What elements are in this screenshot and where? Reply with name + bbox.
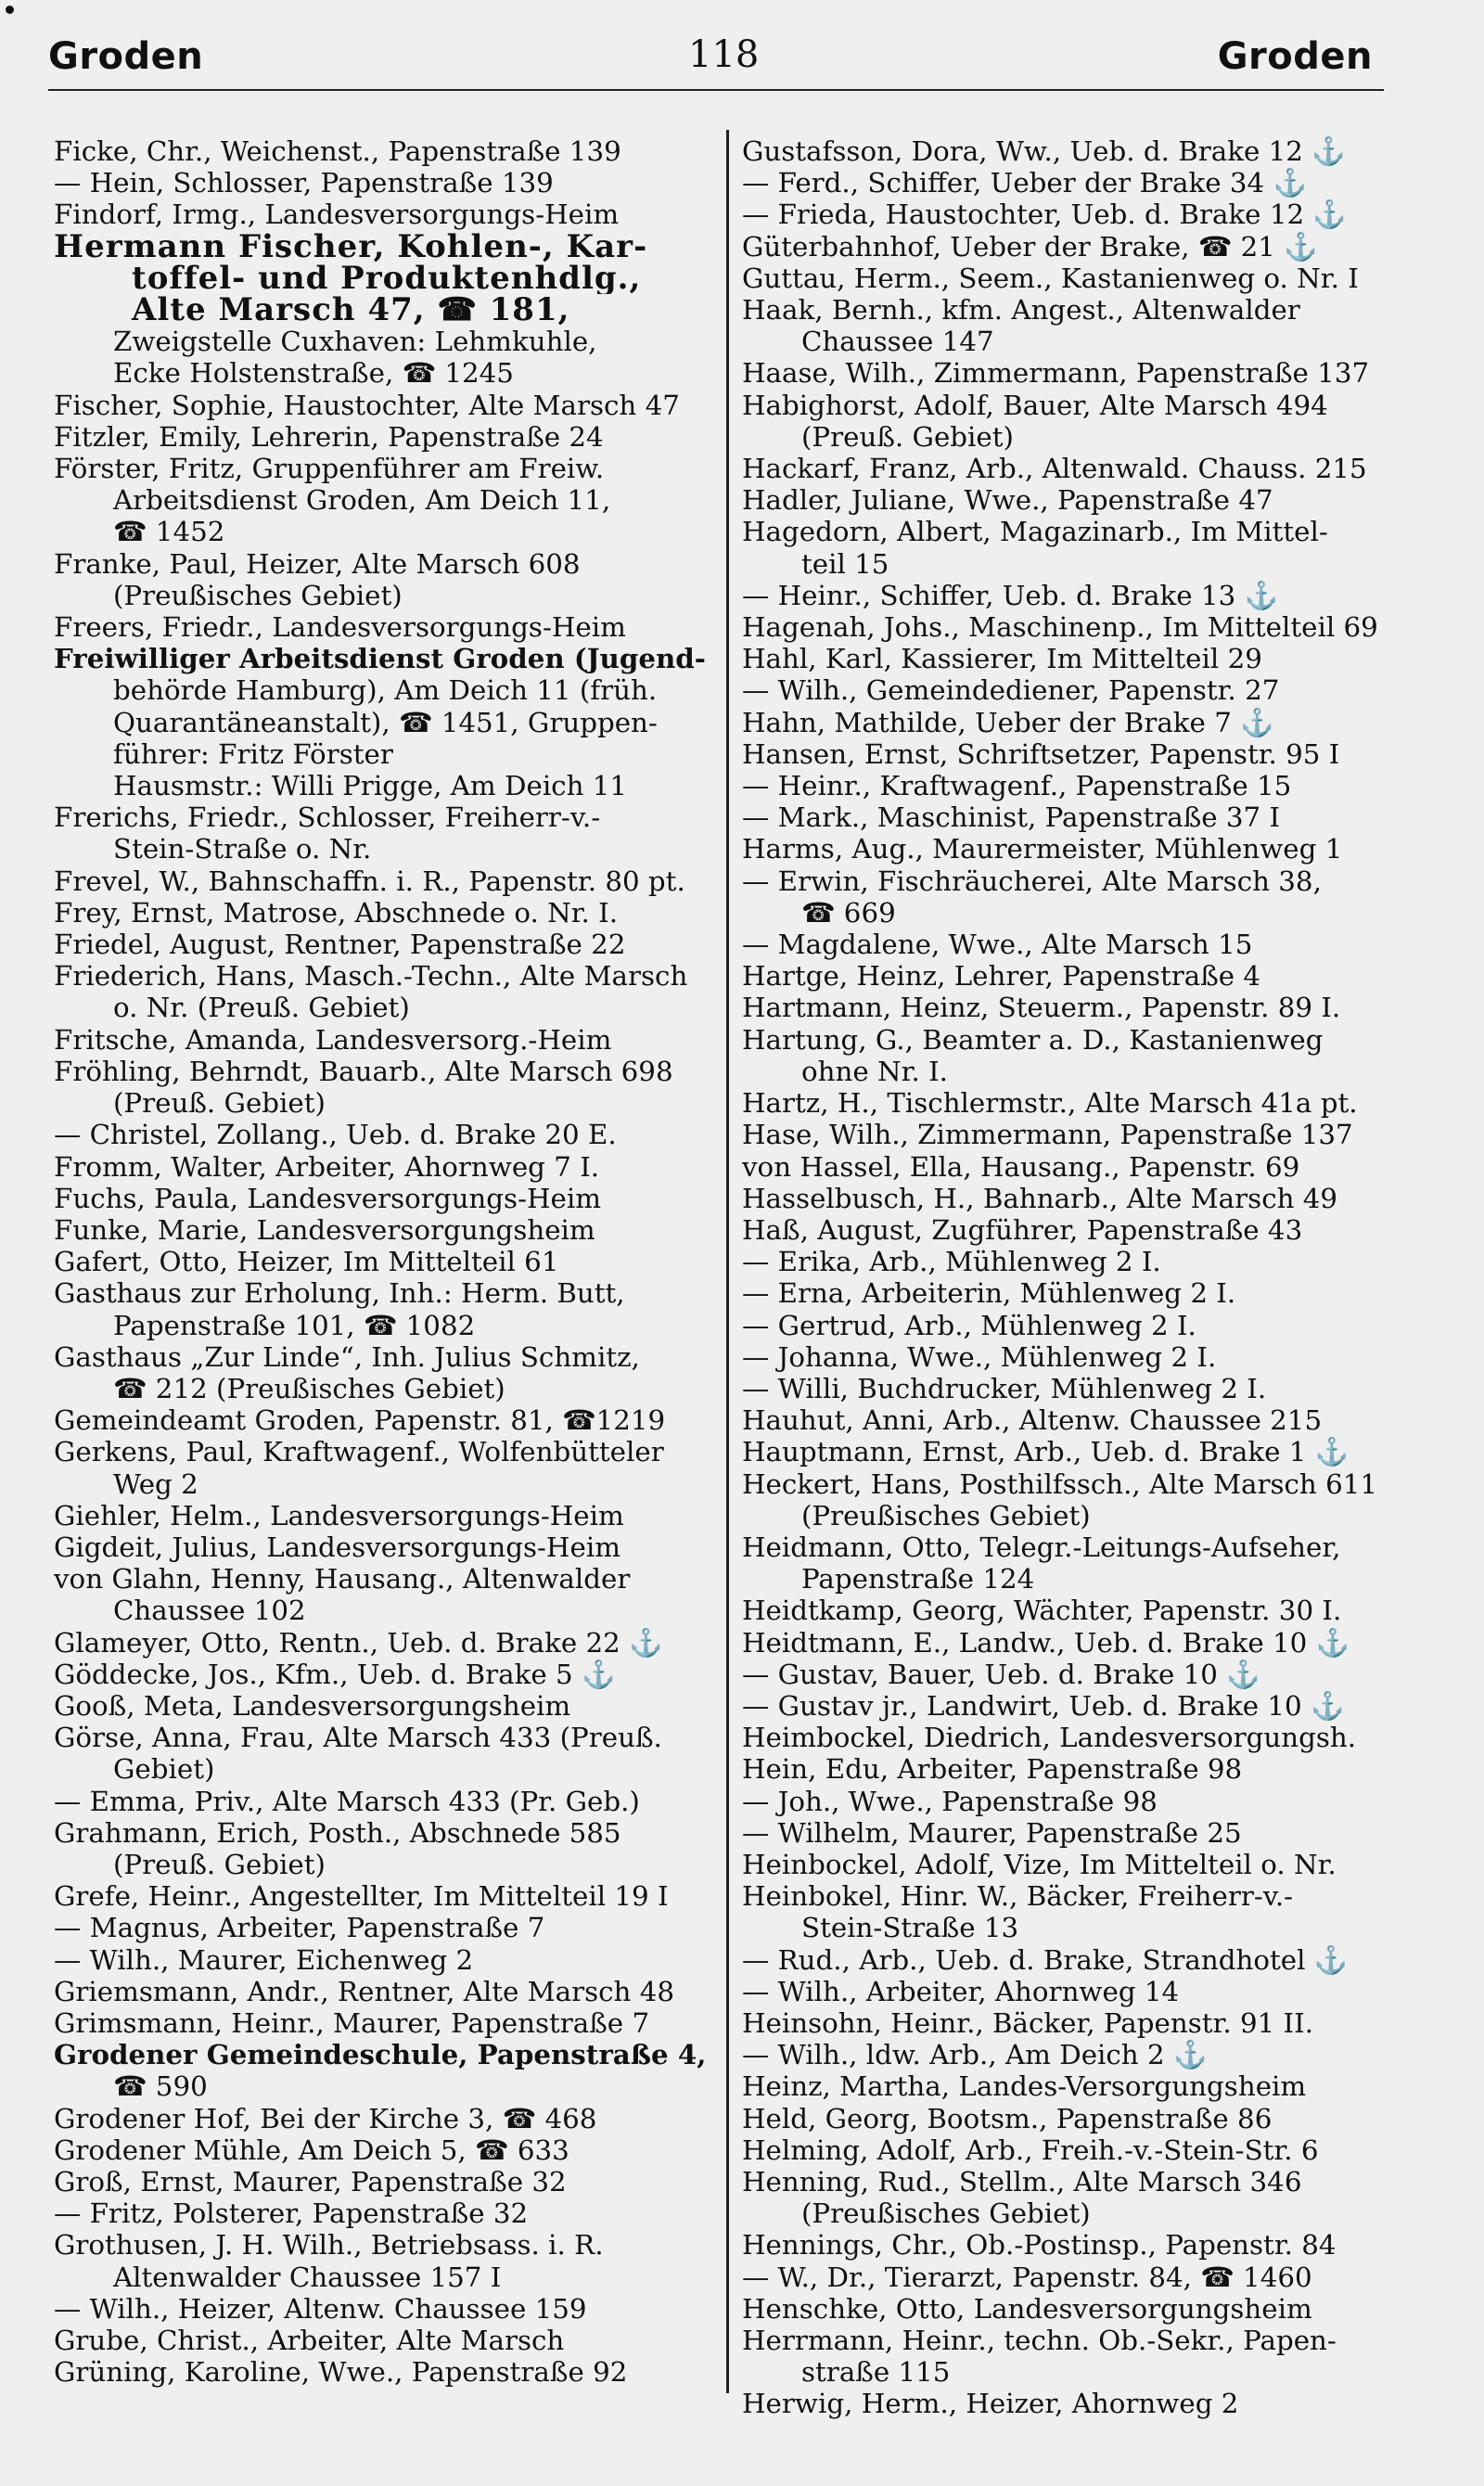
directory-entry: Fromm, Walter, Arbeiter, Ahornweg 7 I. <box>54 1150 600 1183</box>
directory-entry: Herwig, Herm., Heizer, Ahornweg 2 <box>742 2388 1239 2420</box>
directory-entry: Gafert, Otto, Heizer, Im Mittelteil 61 <box>54 1246 559 1278</box>
directory-entry: Freiwilliger Arbeitsdienst Groden (Jugend- <box>54 643 706 675</box>
directory-entry: — Gustav, Bauer, Ueb. d. Brake 10 ⚓ <box>742 1658 1260 1690</box>
directory-entry: Henschke, Otto, Landesversorgungsheim <box>742 2292 1312 2325</box>
directory-entry: Heinsohn, Heinr., Bäcker, Papenstr. 91 II. <box>742 2006 1314 2039</box>
directory-entry: (Preuß. Gebiet) <box>113 1848 326 1880</box>
directory-entry: Gustafsson, Dora, Ww., Ueb. d. Brake 12 ⚓ <box>742 135 1346 167</box>
directory-entry: Franke, Paul, Heizer, Alte Marsch 608 <box>54 547 581 580</box>
directory-entry: Heidtkamp, Georg, Wächter, Papenstr. 30 I. <box>742 1595 1342 1627</box>
directory-entry: Fischer, Sophie, Haustochter, Alte Marsch 47 <box>54 389 680 421</box>
directory-entry: Ecke Holstenstraße, ☎ 1245 <box>113 357 514 390</box>
header-left-title: Groden <box>48 35 204 78</box>
directory-entry: behörde Hamburg), Am Deich 11 (früh. <box>113 674 658 707</box>
directory-entry: Göddecke, Jos., Kfm., Ueb. d. Brake 5 ⚓ <box>54 1658 616 1690</box>
directory-entry: Funke, Marie, Landesversorgungsheim <box>54 1213 595 1246</box>
directory-entry: Harms, Aug., Maurermeister, Mühlenweg 1 <box>742 833 1343 865</box>
directory-entry: — Joh., Wwe., Papenstraße 98 <box>742 1785 1158 1817</box>
directory-entry: Glameyer, Otto, Rentn., Ueb. d. Brake 22 ⚓ <box>54 1626 663 1659</box>
directory-entry: — Johanna, Wwe., Mühlenweg 2 I. <box>742 1340 1217 1373</box>
directory-entry: Heinz, Martha, Landes-Versorgungsheim <box>742 2070 1307 2103</box>
directory-entry: — Wilh., Maurer, Eichenweg 2 <box>54 1943 474 1976</box>
left-column <box>54 135 723 2388</box>
directory-entry: — Ferd., Schiffer, Ueber der Brake 34 ⚓ <box>742 167 1307 199</box>
directory-entry: — Magdalene, Wwe., Alte Marsch 15 <box>742 929 1253 961</box>
header-rule <box>48 89 1384 91</box>
directory-entry: Friederich, Hans, Masch.-Techn., Alte Marsch <box>54 960 688 993</box>
directory-entry: — Fritz, Polsterer, Papenstraße 32 <box>54 2198 529 2230</box>
directory-entry: Hahl, Karl, Kassierer, Im Mittelteil 29 <box>742 643 1262 675</box>
directory-entry: Hartmann, Heinz, Steuerm., Papenstr. 89 I. <box>742 992 1341 1024</box>
directory-entry: — Emma, Priv., Alte Marsch 433 (Pr. Geb.) <box>54 1785 640 1817</box>
directory-entry: Chaussee 147 <box>801 326 994 358</box>
directory-entry: Haß, August, Zugführer, Papenstraße 43 <box>742 1213 1303 1246</box>
directory-entry: Hackarf, Franz, Arb., Altenwald. Chauss. 215 <box>742 453 1367 485</box>
directory-entry: Gemeindeamt Groden, Papenstr. 81, ☎1219 <box>54 1404 666 1437</box>
directory-entry: Altenwalder Chaussee 157 I <box>113 2261 502 2293</box>
directory-entry: — Hein, Schlosser, Papenstraße 139 <box>54 167 554 199</box>
directory-entry: ☎ 1452 <box>113 516 225 548</box>
directory-entry: Grube, Christ., Arbeiter, Alte Marsch <box>54 2325 565 2357</box>
directory-entry: — Erika, Arb., Mühlenweg 2 I. <box>742 1246 1161 1278</box>
directory-entry: Grothusen, J. H. Wilh., Betriebsass. i. R. <box>54 2229 604 2262</box>
directory-entry: o. Nr. (Preuß. Gebiet) <box>113 992 410 1024</box>
directory-entry: — Magnus, Arbeiter, Papenstraße 7 <box>54 1912 545 1944</box>
directory-entry: Freers, Friedr., Landesversorgungs-Heim <box>54 611 626 644</box>
directory-entry: (Preuß. Gebiet) <box>113 1087 326 1120</box>
directory-entry: — Wilh., Gemeindediener, Papenstr. 27 <box>742 674 1280 707</box>
directory-entry: von Glahn, Henny, Hausang., Altenwalder <box>54 1563 631 1595</box>
directory-entry: — Erna, Arbeiterin, Mühlenweg 2 I. <box>742 1277 1236 1310</box>
directory-entry: — Mark., Maschinist, Papenstraße 37 I <box>742 801 1281 834</box>
directory-entry: Stein-Straße 13 <box>801 1912 1019 1944</box>
right-column <box>742 135 1428 2420</box>
directory-entry: Hartz, H., Tischlermstr., Alte Marsch 41a pt. <box>742 1087 1358 1120</box>
directory-entry: Held, Georg, Bootsm., Papenstraße 86 <box>742 2102 1273 2134</box>
directory-entry: (Preußisches Gebiet) <box>113 579 403 611</box>
directory-entry: — Heinr., Kraftwagenf., Papenstraße 15 <box>742 770 1292 802</box>
directory-entry: — Rud., Arb., Ueb. d. Brake, Strandhotel ⚓ <box>742 1943 1349 1976</box>
directory-entry: Habighorst, Adolf, Bauer, Alte Marsch 494 <box>742 389 1328 421</box>
directory-entry: Papenstraße 124 <box>801 1563 1035 1595</box>
directory-entry: Griemsmann, Andr., Rentner, Alte Marsch 48 <box>54 1975 675 2007</box>
directory-entry: (Preußisches Gebiet) <box>801 1499 1091 1531</box>
directory-entry: Hauptmann, Ernst, Arb., Ueb. d. Brake 1 ⚓ <box>742 1436 1350 1468</box>
directory-entry: Frerichs, Friedr., Schlosser, Freiherr-v.- <box>54 801 601 834</box>
directory-entry: führer: Fritz Förster <box>113 737 393 770</box>
directory-entry: — Wilh., Heizer, Altenw. Chaussee 159 <box>54 2292 587 2325</box>
directory-entry: Heidmann, Otto, Telegr.-Leitungs-Aufseher, <box>742 1531 1341 1563</box>
column-divider <box>726 130 729 2393</box>
directory-entry: Hausmstr.: Willi Prigge, Am Deich 11 <box>113 770 628 802</box>
directory-entry: — Frieda, Haustochter, Ueb. d. Brake 12 ⚓ <box>742 199 1347 231</box>
directory-entry: Gasthaus zur Erholung, Inh.: Herm. Butt, <box>54 1277 625 1310</box>
directory-entry: Fitzler, Emily, Lehrerin, Papenstraße 24 <box>54 420 604 453</box>
directory-entry: Fröhling, Behrndt, Bauarb., Alte Marsch 698 <box>54 1055 673 1087</box>
directory-entry: Quarantäneanstalt), ☎ 1451, Gruppen- <box>113 706 658 738</box>
directory-entry: — Wilh., ldw. Arb., Am Deich 2 ⚓ <box>742 2039 1208 2071</box>
page-number: 118 <box>688 33 760 76</box>
directory-entry: Haak, Bernh., kfm. Angest., Altenwalder <box>742 294 1300 327</box>
directory-entry: Grefe, Heinr., Angestellter, Im Mittelteil 19 I <box>54 1880 669 1913</box>
directory-entry: Heidtmann, E., Landw., Ueb. d. Brake 10 ⚓ <box>742 1626 1350 1659</box>
directory-entry: teil 15 <box>801 547 889 580</box>
directory-entry: Hermann Fischer, Kohlen-, Kar- <box>54 230 648 263</box>
directory-entry: Herrmann, Heinr., techn. Ob.-Sekr., Papen- <box>742 2325 1337 2357</box>
directory-entry: Fuchs, Paula, Landesversorgungs-Heim <box>54 1182 602 1214</box>
directory-entry: — Gertrud, Arb., Mühlenweg 2 I. <box>742 1309 1196 1341</box>
directory-entry: toffel- und Produktenhdlg., <box>132 262 642 295</box>
directory-entry: Papenstraße 101, ☎ 1082 <box>113 1309 476 1341</box>
directory-entry: Grimsmann, Heinr., Maurer, Papenstraße 7 <box>54 2006 650 2039</box>
directory-entry: — W., Dr., Tierarzt, Papenstr. 84, ☎ 1460 <box>742 2261 1312 2293</box>
directory-entry: Frey, Ernst, Matrose, Abschnede o. Nr. I. <box>54 896 619 929</box>
directory-entry: Henning, Rud., Stellm., Alte Marsch 346 <box>742 2166 1302 2198</box>
directory-entry: Frevel, W., Bahnschaffn. i. R., Papenstr. 80 pt. <box>54 865 685 897</box>
directory-entry: Heinbokel, Hinr. W., Bäcker, Freiherr-v.- <box>742 1880 1294 1913</box>
directory-entry: Gebiet) <box>113 1753 215 1786</box>
directory-entry: Grüning, Karoline, Wwe., Papenstraße 92 <box>54 2356 628 2389</box>
directory-entry: Heimbockel, Diedrich, Landesversorgungsh. <box>742 1722 1357 1754</box>
directory-entry: Fritsche, Amanda, Landesversorg.-Heim <box>54 1023 612 1056</box>
directory-entry: Güterbahnhof, Ueber der Brake, ☎ 21 ⚓ <box>742 230 1318 263</box>
directory-entry: Helming, Adolf, Arb., Freih.-v.-Stein-Str. 6 <box>742 2134 1319 2166</box>
directory-entry: — Wilhelm, Maurer, Papenstraße 25 <box>742 1816 1242 1849</box>
directory-entry: Zweigstelle Cuxhaven: Lehmkuhle, <box>113 326 597 358</box>
directory-entry: Grahmann, Erich, Posth., Abschnede 585 <box>54 1816 621 1849</box>
directory-entry: Hartung, G., Beamter a. D., Kastanienweg <box>742 1023 1324 1056</box>
directory-entry: — Willi, Buchdrucker, Mühlenweg 2 I. <box>742 1372 1267 1404</box>
ink-dot <box>6 6 14 14</box>
directory-entry: Giehler, Helm., Landesversorgungs-Heim <box>54 1499 624 1531</box>
directory-entry: Arbeitsdienst Groden, Am Deich 11, <box>113 484 611 517</box>
directory-entry: Görse, Anna, Frau, Alte Marsch 433 (Preuß. <box>54 1722 662 1754</box>
directory-entry: — Heinr., Schiffer, Ueb. d. Brake 13 ⚓ <box>742 579 1278 611</box>
directory-entry: (Preuß. Gebiet) <box>801 420 1014 453</box>
directory-entry: Grodener Mühle, Am Deich 5, ☎ 633 <box>54 2134 569 2166</box>
directory-entry: — Christel, Zollang., Ueb. d. Brake 20 E. <box>54 1119 617 1151</box>
directory-entry: Gigdeit, Julius, Landesversorgungs-Heim <box>54 1531 620 1563</box>
directory-entry: ☎ 669 <box>801 896 896 929</box>
directory-entry: Hein, Edu, Arbeiter, Papenstraße 98 <box>742 1753 1243 1786</box>
directory-entry: Haase, Wilh., Zimmermann, Papenstraße 137 <box>742 357 1370 390</box>
directory-entry: von Hassel, Ella, Hausang., Papenstr. 69 <box>742 1150 1300 1183</box>
directory-entry: Grodener Hof, Bei der Kirche 3, ☎ 468 <box>54 2102 597 2134</box>
directory-entry: Friedel, August, Rentner, Papenstraße 22 <box>54 929 626 961</box>
directory-entry: Hadler, Juliane, Wwe., Papenstraße 47 <box>742 484 1273 517</box>
directory-entry: Gasthaus „Zur Linde“, Inh. Julius Schmitz, <box>54 1340 640 1373</box>
directory-entry: Hartge, Heinz, Lehrer, Papenstraße 4 <box>742 960 1261 993</box>
directory-entry: Grodener Gemeindeschule, Papenstraße 4, <box>54 2039 707 2071</box>
directory-entry: Findorf, Irmg., Landesversorgungs-Heim <box>54 199 620 231</box>
directory-entry: Alte Marsch 47, ☎ 181, <box>132 294 570 327</box>
directory-entry: Gooß, Meta, Landesversorgungsheim <box>54 1689 571 1722</box>
directory-entry: Gerkens, Paul, Kraftwagenf., Wolfenbütteler <box>54 1436 664 1468</box>
directory-entry: — Wilh., Arbeiter, Ahornweg 14 <box>742 1975 1180 2007</box>
directory-entry: Hansen, Ernst, Schriftsetzer, Papenstr. 95 I <box>742 737 1340 770</box>
directory-entry: ☎ 590 <box>113 2070 208 2103</box>
directory-entry: Hauhut, Anni, Arb., Altenw. Chaussee 215 <box>742 1404 1323 1437</box>
directory-entry: Heckert, Hans, Posthilfssch., Alte Marsch 611 <box>742 1467 1378 1500</box>
directory-entry: ohne Nr. I. <box>801 1055 948 1087</box>
directory-entry: Weg 2 <box>113 1467 198 1500</box>
directory-entry: Hase, Wilh., Zimmermann, Papenstraße 137 <box>742 1119 1353 1151</box>
directory-entry: Stein-Straße o. Nr. <box>113 833 372 865</box>
directory-entry: (Preußisches Gebiet) <box>801 2198 1091 2230</box>
directory-entry: Ficke, Chr., Weichenst., Papenstraße 139 <box>54 135 621 167</box>
directory-entry: Chaussee 102 <box>113 1595 306 1627</box>
directory-entry: Hasselbusch, H., Bahnarb., Alte Marsch 49 <box>742 1182 1338 1214</box>
directory-entry: straße 115 <box>801 2356 951 2389</box>
directory-entry: ☎ 212 (Preußisches Gebiet) <box>113 1372 505 1404</box>
directory-entry: Hagedorn, Albert, Magazinarb., Im Mittel- <box>742 516 1328 548</box>
directory-entry: Heinbockel, Adolf, Vize, Im Mittelteil o. Nr. <box>742 1848 1337 1880</box>
directory-entry: — Gustav jr., Landwirt, Ueb. d. Brake 10 ⚓ <box>742 1689 1345 1722</box>
directory-entry: Hennings, Chr., Ob.-Postinsp., Papenstr. 84 <box>742 2229 1337 2262</box>
directory-entry: Guttau, Herm., Seem., Kastanienweg o. Nr. I <box>742 262 1359 294</box>
directory-entry: Hagenah, Johs., Maschinenp., Im Mittelteil 69 <box>742 611 1378 644</box>
directory-entry: — Erwin, Fischräucherei, Alte Marsch 38, <box>742 865 1322 897</box>
directory-entry: Groß, Ernst, Maurer, Papenstraße 32 <box>54 2166 567 2198</box>
directory-entry: Hahn, Mathilde, Ueber der Brake 7 ⚓ <box>742 706 1274 738</box>
directory-entry: Förster, Fritz, Gruppenführer am Freiw. <box>54 453 605 485</box>
header-right-title: Groden <box>1217 35 1373 78</box>
